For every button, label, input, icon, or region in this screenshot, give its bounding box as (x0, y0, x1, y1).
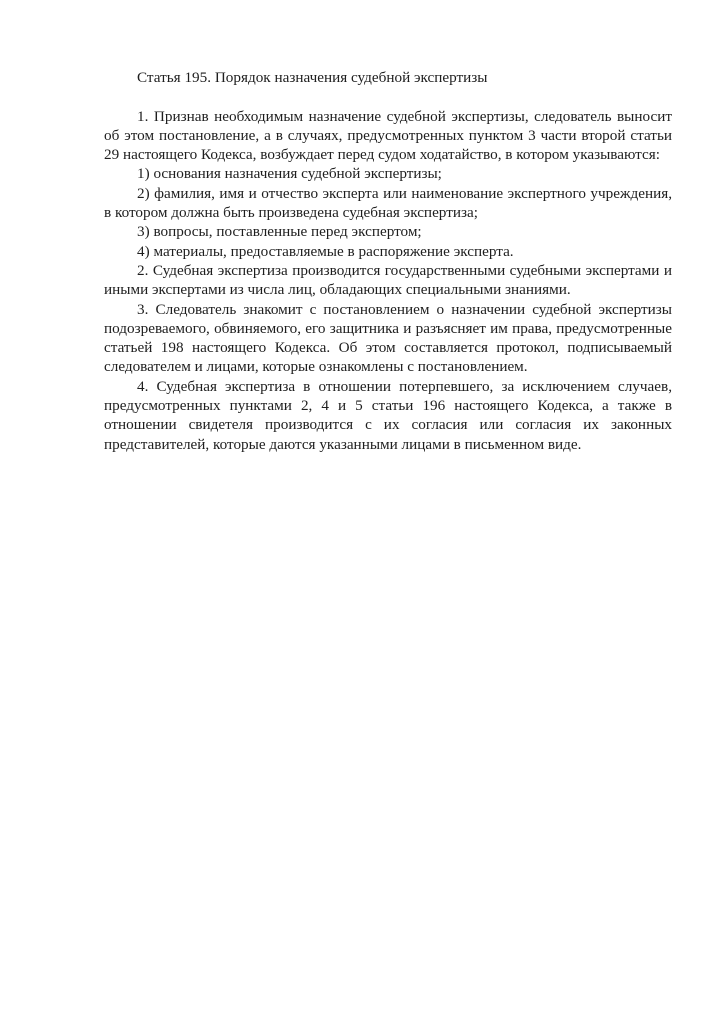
paragraph-part-2: 2. Судебная экспертиза производится государственными судебными экспертами и иными экспертами из числа лиц, обладающих специальными знаниями. (104, 261, 672, 299)
title-spacer (104, 87, 672, 106)
article-title: Статья 195. Порядок назначения судебной экспертизы (137, 69, 488, 86)
list-item-expert-name: 2) фамилия, имя и отчество эксперта или наименование экспертного учреждения, в котором должна быть произведена судебная экспертиза; (104, 184, 672, 222)
list-item-questions: 3) вопросы, поставленные перед экспертом; (137, 223, 422, 241)
paragraph-part-4: 4. Судебная экспертиза в отношении потерпевшего, за исключением случаев, предусмотренных пунктами 2, 4 и 5 статьи 196 настоящего Кодекса, а также в отношении свидетеля производится с их согласия или согласия их законных представителей, которые даются указанными лицами в письменном виде. (104, 377, 672, 453)
list-item-grounds: 1) основания назначения судебной экспертизы; (137, 165, 442, 183)
paragraph-part-1: 1. Признав необходимым назначение судебной экспертизы, следователь выносит об этом постановление, а в случаях, предусмотренных пунктом 3 части второй статьи 29 настоящего Кодекса, возбуждает перед судом ходатайство, в котором указываются: (104, 107, 672, 164)
document-body (104, 68, 672, 454)
list-item-materials: 4) материалы, предоставляемые в распоряжение эксперта. (137, 242, 514, 260)
paragraph-part-3: 3. Следователь знакомит с постановлением о назначении судебной экспертизы подозреваемого, обвиняемого, его защитника и разъясняет им права, предусмотренные статьей 198 настоящего Кодекса. Об этом составляется протокол, подписываемый следователем и лицами, которые ознакомлены с постановлением. (104, 300, 672, 376)
